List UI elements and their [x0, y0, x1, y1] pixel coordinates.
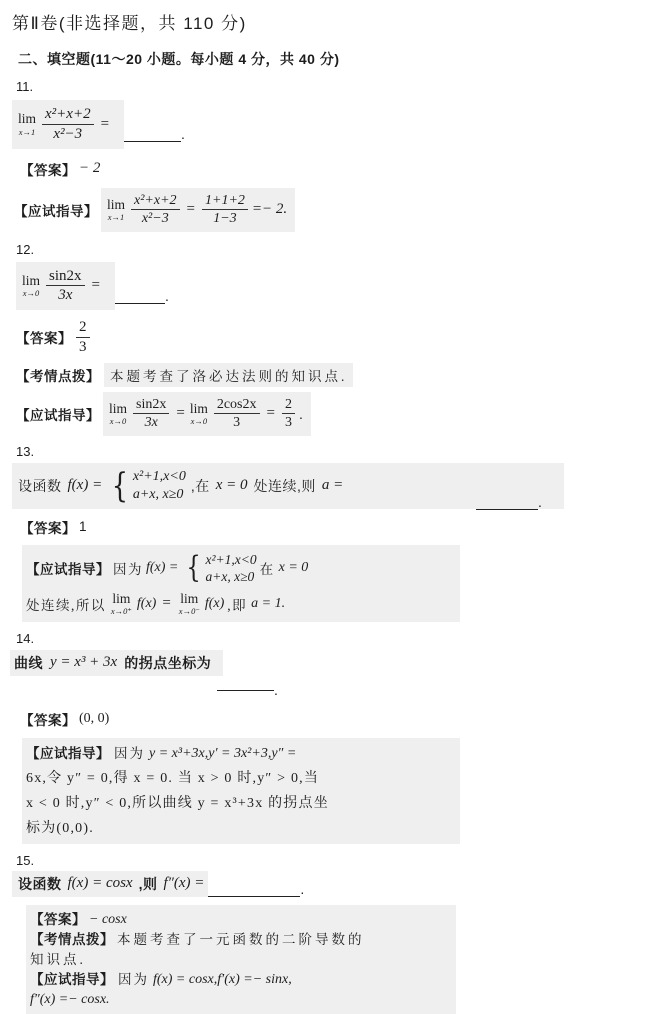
answer-blank	[217, 689, 274, 691]
period: .	[538, 493, 542, 510]
math-fragment: a =	[321, 477, 344, 494]
q13-guide-block	[22, 545, 460, 622]
period: .	[165, 287, 169, 304]
fraction-denominator: 3	[284, 415, 292, 430]
exam-point-text: 本题考查了洛必达法则的知识点.	[104, 363, 353, 387]
math-fragment: x = 0	[278, 560, 309, 576]
equals-sign: =	[100, 115, 110, 132]
fraction-numerator: 1+1+2	[202, 192, 248, 211]
answer-blank	[476, 508, 538, 510]
fraction-numerator: 2	[282, 396, 295, 415]
fraction	[202, 192, 248, 228]
answer-blank	[208, 895, 300, 897]
q11-stem-formula	[12, 100, 124, 149]
section-heading: 二、填空题(11～20 小题。每小题 4 分，共 40 分)	[18, 51, 340, 67]
q11-guide-formula	[101, 188, 295, 232]
answer-label: 【答案】	[16, 331, 72, 347]
q15-point-line-2: 知识点.	[30, 951, 86, 967]
fraction-denominator: 3x	[144, 415, 158, 430]
stem-text: 设函数	[18, 477, 62, 494]
q11-answer-line	[20, 159, 662, 179]
lim-subscript: x→0⁻	[178, 606, 200, 617]
math-fragment: =− 2.	[251, 201, 288, 217]
answer-fraction	[76, 318, 90, 357]
math-fragment: f(x)	[136, 595, 157, 611]
q13-blank-group	[476, 494, 542, 510]
q15-answer-line	[30, 911, 448, 928]
fraction	[214, 396, 260, 432]
question-13-number: 13.	[16, 443, 35, 459]
piecewise-cases	[109, 465, 186, 506]
piecewise-cases	[184, 551, 256, 586]
q14-blank-line	[217, 682, 662, 698]
guide-text: 因为	[118, 971, 149, 987]
q15-blank-group	[208, 881, 304, 897]
math-fragment: f(x)	[204, 595, 225, 611]
lim-subscript: x→0	[109, 416, 127, 426]
math-fragment: f″(x) =	[163, 875, 205, 892]
stem-text: 曲线	[14, 654, 43, 671]
stem-text: 处连续,则	[253, 477, 316, 494]
math-fragment: f(x) = cosx,f′(x) =− sinx,	[153, 971, 292, 987]
exam-point-text: 本题考查了一元函数的二阶导数的	[117, 931, 365, 947]
question-11-number: 11.	[16, 79, 34, 94]
answer-value: 1	[79, 519, 87, 535]
limit-operator	[111, 592, 132, 616]
math-fragment: y = x³+3x,y′ = 3x²+3,y″ =	[149, 745, 297, 761]
equals-sign: =	[162, 595, 171, 612]
math-fragment: f(x) = cosx	[67, 875, 133, 892]
guide-line-4: 标为(0,0).	[26, 820, 94, 836]
guide-line-1	[26, 744, 452, 763]
fraction	[42, 105, 94, 144]
lim-word: lim	[189, 400, 208, 416]
q14-answer-line	[20, 709, 662, 729]
fraction-denominator: x²−3	[53, 125, 83, 142]
limit-operator	[109, 402, 127, 426]
question-13-stem	[12, 463, 662, 509]
lim-subscript: x→0	[22, 288, 40, 299]
period: .	[274, 681, 278, 698]
equals-sign: =	[266, 405, 275, 421]
lim-word: lim	[109, 400, 128, 416]
q15-point-line-1	[30, 931, 448, 948]
question-14-stem	[10, 650, 662, 676]
lim-word: lim	[107, 196, 126, 212]
left-brace-glyph: {	[111, 465, 129, 506]
case-rows	[133, 468, 186, 504]
left-brace-glyph: {	[186, 550, 202, 586]
q13-answer-line	[20, 517, 662, 537]
lim-word: lim	[112, 590, 131, 606]
limit-operator	[107, 198, 125, 222]
math-fragment: f(x) =	[67, 477, 103, 494]
case-row: a+x, x≥0	[132, 486, 184, 502]
fraction-denominator: 3	[233, 415, 241, 430]
stem-text: 的拐点坐标为	[124, 654, 212, 671]
case-rows	[205, 551, 256, 586]
question-12-stem	[16, 262, 662, 311]
question-11-stem	[12, 100, 662, 149]
limit-operator	[18, 112, 36, 136]
lim-subscript: x→0⁺	[110, 606, 132, 617]
fraction-numerator: 2	[76, 318, 90, 338]
case-row: a+x, x≥0	[205, 569, 255, 585]
answer-label: 【答案】	[20, 520, 76, 536]
q15-guide-line-2: f″(x) =− cosx.	[30, 991, 110, 1007]
stem-text: 设函数	[18, 875, 62, 892]
q11-blank-group	[124, 126, 185, 142]
fraction-denominator: 3	[79, 338, 87, 355]
guide-label: 【应试指导】	[14, 203, 98, 219]
guide-text: 在	[259, 562, 275, 578]
period: .	[181, 126, 185, 143]
lim-word: lim	[18, 111, 37, 127]
q12-guide-line	[16, 392, 662, 436]
math-fragment: f(x) =	[146, 560, 179, 576]
period: .	[298, 405, 303, 422]
lim-subscript: x→1	[107, 212, 125, 222]
page-title: 第Ⅱ卷(非选择题，共 110 分)	[12, 14, 247, 33]
math-fragment: a = 1.	[251, 595, 286, 611]
answer-blank	[124, 140, 181, 142]
q12-guide-formula	[103, 392, 311, 436]
period: .	[300, 880, 305, 897]
fraction-numerator: x²+x+2	[131, 192, 180, 211]
answer-label: 【答案】	[20, 162, 76, 178]
fraction-numerator: 2cos2x	[214, 396, 260, 415]
question-15-stem	[12, 871, 662, 897]
limit-operator	[179, 592, 200, 616]
fraction	[131, 192, 180, 228]
answer-blank	[115, 302, 165, 304]
guide-text: 因为	[113, 562, 143, 578]
lim-word: lim	[180, 590, 199, 606]
case-row: x²+1,x<0	[132, 468, 186, 484]
limit-operator	[190, 402, 208, 426]
lim-subscript: x→1	[18, 126, 36, 137]
fraction-denominator: 3x	[58, 287, 73, 304]
q12-answer-line	[16, 318, 662, 357]
fraction	[282, 396, 295, 432]
fraction-denominator: 1−3	[213, 211, 237, 226]
guide-text: 因为	[114, 745, 145, 761]
equals-sign: =	[186, 201, 196, 217]
q12-stem-formula	[16, 262, 115, 311]
guide-line-3: x < 0 时,y″ < 0,所以曲线 y = x³+3x 的拐点坐	[26, 795, 329, 811]
q12-point-line	[16, 363, 662, 387]
fraction-numerator: x²+x+2	[42, 105, 94, 125]
q14-guide-block	[22, 738, 460, 844]
math-fragment: y = x³ + 3x	[50, 654, 118, 671]
guide-line-2: 6x,令 y″ = 0,得 x = 0. 当 x > 0 时,y″ > 0,当	[26, 770, 320, 786]
equals-sign: =	[91, 277, 100, 294]
answer-value: − cosx	[89, 911, 127, 927]
guide-text: 处连续,所以	[26, 597, 106, 613]
fraction-numerator: sin2x	[133, 396, 169, 415]
stem-text: ,则	[138, 875, 158, 892]
q15-stem-text	[12, 871, 208, 897]
answer-value: − 2	[79, 160, 101, 176]
q12-blank-group	[115, 288, 169, 304]
fraction-numerator: sin2x	[46, 267, 85, 287]
exam-point-label: 【考情点拨】	[16, 368, 100, 384]
question-15-number: 15.	[16, 852, 35, 868]
answer-value: (0, 0)	[79, 710, 110, 726]
q11-guide-line	[14, 188, 662, 232]
fraction	[46, 267, 85, 306]
case-row: x²+1,x<0	[205, 551, 257, 567]
fraction-denominator: x²−3	[141, 211, 169, 226]
guide-line-1	[26, 551, 452, 586]
guide-label: 【应试指导】	[16, 407, 100, 423]
fraction	[133, 396, 169, 432]
guide-line-2	[26, 592, 452, 616]
question-12-number: 12.	[16, 241, 35, 257]
guide-label: 【应试指导】	[30, 971, 114, 987]
exam-point-label: 【考情点拨】	[30, 931, 114, 947]
lim-word: lim	[22, 272, 41, 288]
guide-label: 【应试指导】	[26, 745, 110, 761]
answer-label: 【答案】	[30, 911, 86, 927]
limit-operator	[22, 274, 40, 298]
guide-label: 【应试指导】	[26, 562, 110, 578]
q15-solution-block	[26, 905, 456, 1014]
equals-sign: =	[176, 405, 185, 421]
lim-subscript: x→0	[190, 416, 208, 426]
answer-label: 【答案】	[20, 712, 76, 728]
math-fragment: x = 0	[215, 477, 248, 494]
question-14-number: 14.	[16, 630, 35, 646]
guide-text: ,即	[227, 597, 248, 613]
q15-guide-line-1	[30, 971, 448, 988]
stem-text: ,在	[190, 477, 210, 494]
q14-stem-text	[10, 650, 223, 676]
